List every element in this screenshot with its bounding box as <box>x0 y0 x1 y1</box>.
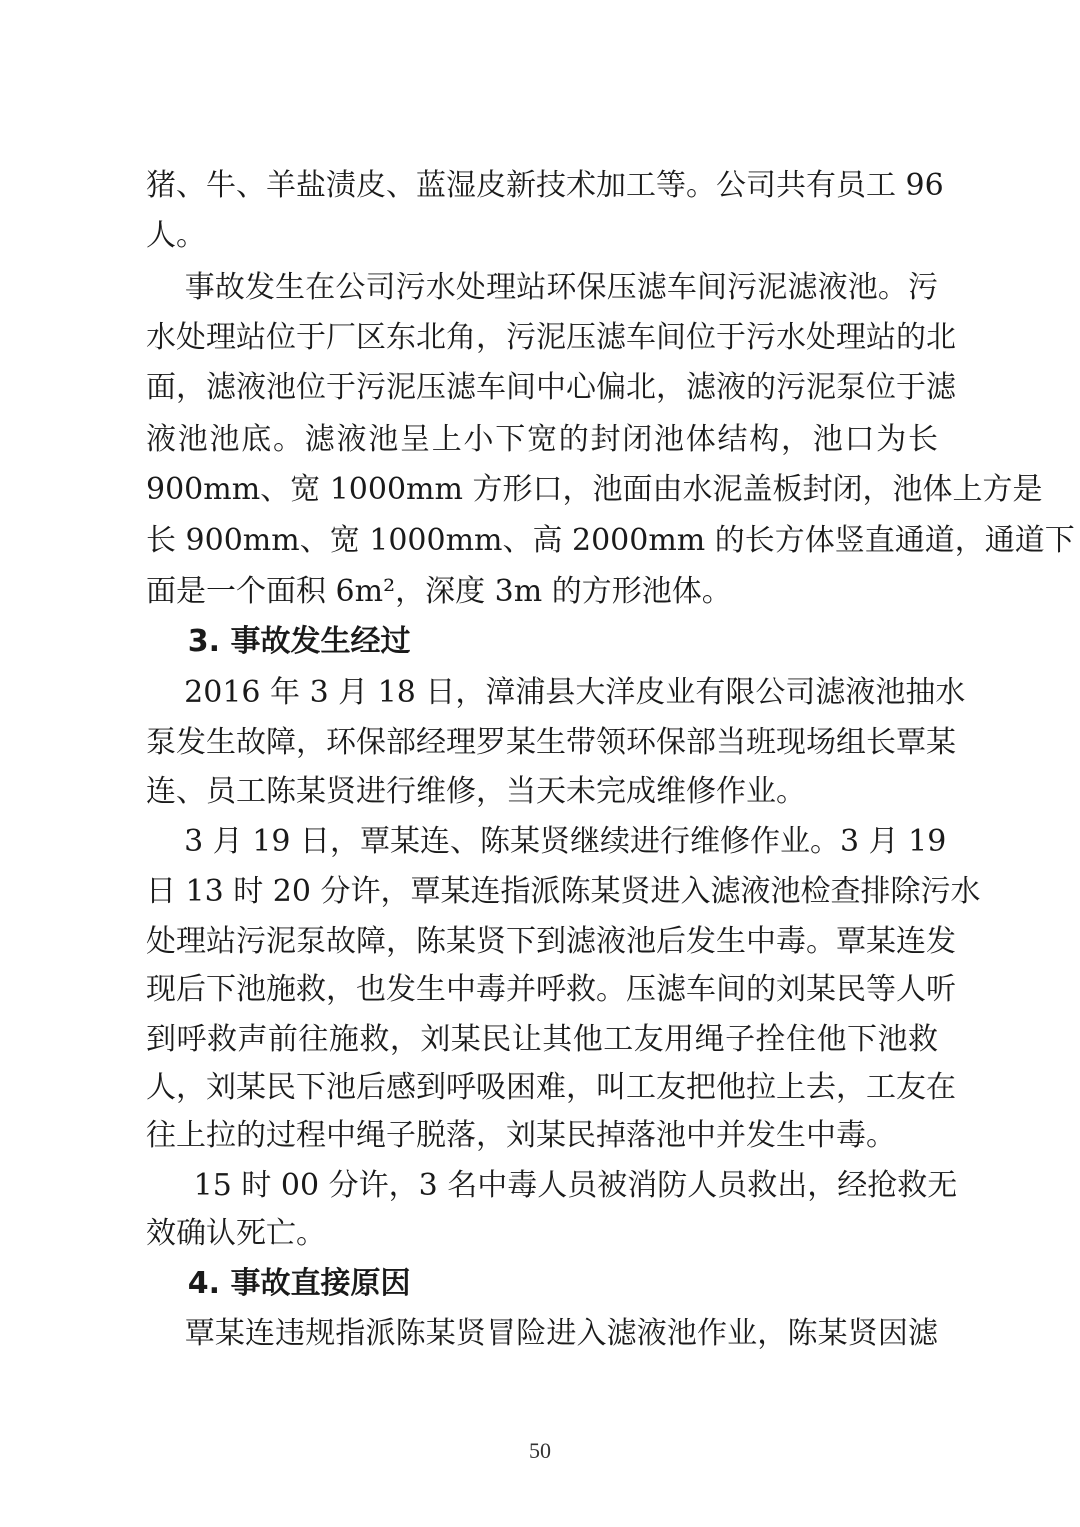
text-line: 900mm、宽 1000mm 方形口，池面由水泥盖板封闭，池体上方是 <box>146 472 1043 507</box>
text-line: 15 时 00 分许，3 名中毒人员被消防人员救出，经抢救无 <box>146 1168 958 1203</box>
text-line: 面是一个面积 6m²，深度 3m 的方形池体。 <box>146 574 732 609</box>
text-line: 覃某连违规指派陈某贤冒险进入滤液池作业，陈某贤因滤 <box>146 1316 938 1351</box>
text-line: 3 月 19 日，覃某连、陈某贤继续进行维修作业。3 月 19 <box>146 824 947 859</box>
text-line: 现后下池施救，也发生中毒并呼救。压滤车间的刘某民等人听 <box>146 972 956 1007</box>
text-line: 到呼救声前往施救，刘某民让其他工友用绳子拴住他下池救 <box>146 1022 938 1057</box>
page-number: 50 <box>529 1438 551 1463</box>
text-line: 事故发生在公司污水处理站环保压滤车间污泥滤液池。污 <box>146 270 938 305</box>
text-line: 人。 <box>146 218 206 253</box>
text-line: 日 13 时 20 分许，覃某连指派陈某贤进入滤液池检查排除污水 <box>146 874 981 909</box>
text-line: 猪、牛、羊盐渍皮、蓝湿皮新技术加工等。公司共有员工 96 <box>146 168 944 203</box>
text-line: 人，刘某民下池后感到呼吸困难，叫工友把他拉上去，工友在 <box>146 1070 956 1105</box>
text-line: 2016 年 3 月 18 日，漳浦县大洋皮业有限公司滤液池抽水 <box>146 675 966 710</box>
text-line: 面，滤液池位于污泥压滤车间中心偏北，滤液的污泥泵位于滤 <box>146 370 956 405</box>
text-line: 长 900mm、宽 1000mm、高 2000mm 的长方体竖直通道，通道下 <box>146 523 1075 558</box>
text-line: 液池池底。滤液池呈上小下宽的封闭池体结构，池口为长 <box>146 422 938 457</box>
text-line: 往上拉的过程中绳子脱落，刘某民掉落池中并发生中毒。 <box>146 1118 896 1153</box>
section-heading: 4. 事故直接原因 <box>146 1266 411 1301</box>
text-line: 连、员工陈某贤进行维修，当天未完成维修作业。 <box>146 774 806 809</box>
text-line: 处理站污泥泵故障，陈某贤下到滤液池后发生中毒。覃某连发 <box>146 924 956 959</box>
section-heading: 3. 事故发生经过 <box>146 624 411 659</box>
text-line: 效确认死亡。 <box>146 1216 326 1251</box>
text-line: 水处理站位于厂区东北角，污泥压滤车间位于污水处理站的北 <box>146 320 956 355</box>
text-line: 泵发生故障，环保部经理罗某生带领环保部当班现场组长覃某 <box>146 725 956 760</box>
